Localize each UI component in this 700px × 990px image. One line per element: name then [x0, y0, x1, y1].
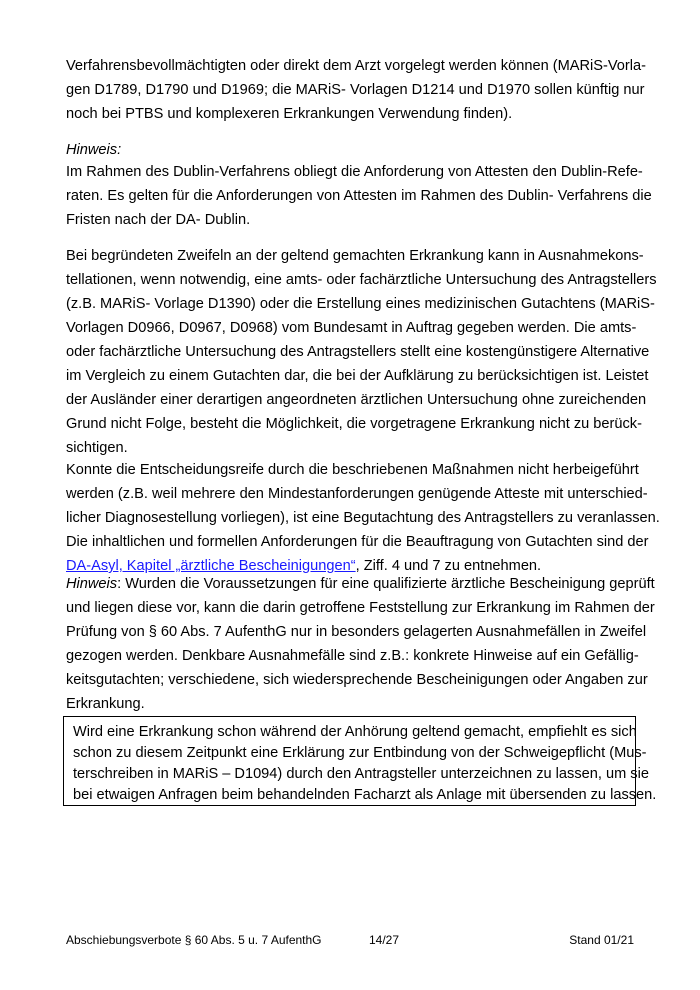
paragraph-line: Grund nicht Folge, besteht die Möglichkeit, die vorgetragene Erkrankung nicht zu berück-	[66, 416, 642, 432]
paragraph-line: der Ausländer einer derartigen angeordneten ärztlichen Untersuchung ohne zureichenden	[66, 392, 647, 408]
footer-title: Abschiebungsverbote § 60 Abs. 5 u. 7 AufenthG	[66, 933, 322, 947]
paragraph-line: raten. Es gelten für die Anforderungen von Attesten im Rahmen des Dublin- Verfahrens die	[66, 188, 652, 204]
da-asyl-link[interactable]: DA-Asyl, Kapitel „ärztliche Bescheinigungen“	[66, 558, 356, 574]
paragraph-line: gen D1789, D1790 und D1969; die MARiS- Vorlagen D1214 und D1970 sollen künftig nur	[66, 82, 645, 98]
paragraph-line: licher Diagnosestellung vorliegen), ist eine Begutachtung des Antragstellers zu veranlassen.	[66, 510, 660, 526]
hinweis-label: Hinweis	[66, 576, 118, 592]
paragraph-line: sichtigen.	[66, 440, 128, 456]
paragraph-line: Vorlagen D0966, D0967, D0968) vom Bundesamt in Auftrag gegeben werden. Die amts-	[66, 320, 637, 336]
paragraph-line: werden (z.B. weil mehrere den Mindestanforderungen genügende Atteste mit unterschied-	[66, 486, 648, 502]
paragraph-line: Fristen nach der DA- Dublin.	[66, 212, 251, 228]
footer-page-number: 14/27	[369, 933, 400, 947]
paragraph-line: gezogen werden. Denkbare Ausnahmefälle sind z.B.: konkrete Hinweise auf ein Gefällig-	[66, 648, 639, 664]
footer-date: Stand 01/21	[569, 933, 634, 947]
paragraph-line: noch bei PTBS und komplexeren Erkrankungen Verwendung finden).	[66, 106, 513, 122]
paragraph-line: oder fachärztliche Untersuchung des Antragstellers stellt eine kostengünstigere Alternative	[66, 344, 650, 360]
paragraph-line: Im Rahmen des Dublin-Verfahrens obliegt die Anforderung von Attesten den Dublin-Refe-	[66, 164, 643, 180]
paragraph-line: Konnte die Entscheidungsreife durch die beschriebenen Maßnahmen nicht herbeigeführt	[66, 462, 639, 478]
paragraph-line: Prüfung von § 60 Abs. 7 AufenthG nur in besonders gelagerten Ausnahmefällen in Zweifel	[66, 624, 647, 640]
paragraph-line: Verfahrensbevollmächtigten oder direkt dem Arzt vorgelegt werden können (MARiS-Vorla-	[66, 58, 646, 74]
paragraph-line: Erkrankung.	[66, 696, 145, 712]
paragraph-line: und liegen diese vor, kann die darin getroffene Feststellung zur Erkrankung im Rahmen der	[66, 600, 655, 616]
paragraph-line: tellationen, wenn notwendig, eine amts- oder fachärztliche Untersuchung des Antragstellers	[66, 272, 657, 288]
paragraph-line: Bei begründeten Zweifeln an der geltend gemachten Erkrankung kann in Ausnahmekons-	[66, 248, 644, 264]
paragraph-line: Die inhaltlichen und formellen Anforderungen für die Beauftragung von Gutachten sind der	[66, 534, 649, 550]
paragraph-line: im Vergleich zu einem Gutachten dar, die bei der Aufklärung zu berücksichtigen ist. Leistet	[66, 368, 649, 384]
paragraph-line: (z.B. MARiS- Vorlage D1390) oder die Erstellung eines medizinischen Gutachtens (MARiS-	[66, 296, 655, 312]
paragraph-line: keitsgutachten; verschiedene, sich wiedersprechende Bescheinigungen oder Angaben zur	[66, 672, 648, 688]
box-line: Wird eine Erkrankung schon während der Anhörung geltend gemacht, empfiehlt es sich	[73, 724, 637, 740]
box-line: bei etwaigen Anfragen beim behandelnden Facharzt als Anlage mit übersenden zu lassen.	[73, 787, 657, 803]
link-suffix: , Ziff. 4 und 7 zu entnehmen.	[355, 558, 542, 574]
hinweis-label: Hinweis:	[66, 142, 122, 158]
paragraph-line	[66, 572, 655, 596]
box-line: terschreiben in MARiS – D1094) durch den Antragsteller unterzeichnen zu lassen, um sie	[73, 766, 649, 782]
box-line: schon zu diesem Zeitpunkt eine Erklärung zur Entbindung von der Schweigepflicht (Mus-	[73, 745, 647, 761]
hinweis-text: : Wurden die Voraussetzungen für eine qualifizierte ärztliche Bescheinigung geprüft	[117, 576, 655, 592]
